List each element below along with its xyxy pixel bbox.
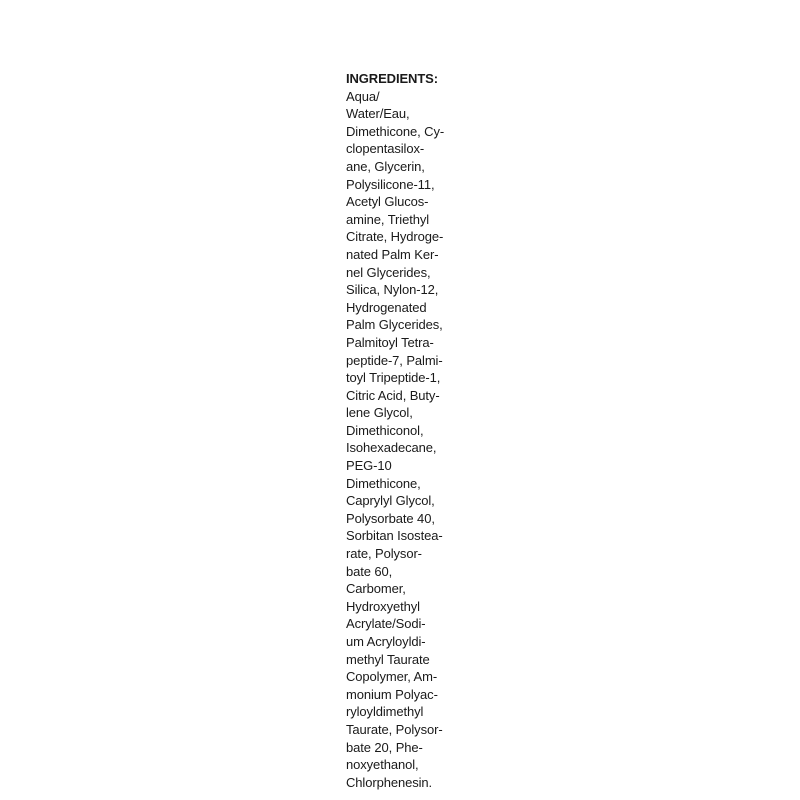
ingredient-line: Carbomer, — [346, 581, 406, 597]
ingredient-line: ryloyldimethyl — [346, 704, 424, 720]
ingredient-line: Acetyl Glucos- — [346, 194, 429, 210]
ingredient-line: Polysilicone-11, — [346, 176, 435, 192]
ingredient-line: Citrate, Hydroge- — [346, 229, 444, 245]
ingredient-line: Hydrogenated — [346, 299, 427, 315]
ingredient-line: Aqua/ — [346, 88, 380, 104]
ingredient-line: Copolymer, Am- — [346, 669, 438, 685]
ingredient-line: ane, Glycerin, — [346, 158, 425, 174]
ingredient-line: Dimethicone, — [346, 475, 421, 491]
ingredient-line: Silica, Nylon-12, — [346, 282, 439, 298]
ingredient-line: toyl Tripeptide-1, — [346, 370, 441, 386]
ingredient-line: nel Glycerides, — [346, 264, 431, 280]
ingredient-line: Taurate, Polysor- — [346, 721, 443, 737]
ingredient-line: Isohexadecane, — [346, 440, 437, 456]
ingredient-line: Caprylyl Glycol, — [346, 493, 435, 509]
ingredient-line: monium Polyac- — [346, 686, 438, 702]
ingredients-text — [346, 88, 466, 792]
ingredient-line: clopentasilox- — [346, 141, 425, 157]
ingredient-line: Water/Eau, — [346, 106, 410, 122]
ingredient-line: Citric Acid, Buty- — [346, 387, 440, 403]
ingredient-line: Dimethicone, Cy- — [346, 123, 445, 139]
ingredient-line: Hydroxyethyl — [346, 598, 420, 614]
ingredient-line: noxyethanol, — [346, 757, 419, 773]
ingredient-line: amine, Triethyl — [346, 211, 430, 227]
ingredient-line: Palmitoyl Tetra- — [346, 334, 434, 350]
ingredient-line: lene Glycol, — [346, 405, 413, 421]
ingredient-line: peptide-7, Palmi- — [346, 352, 443, 368]
ingredients-list — [346, 70, 466, 791]
ingredient-line: Sorbitan Isostea- — [346, 528, 443, 544]
ingredient-line: um Acryloyldi- — [346, 634, 426, 649]
ingredients-heading: INGREDIENTS: — [346, 71, 438, 86]
ingredient-line: methyl Taurate — [346, 651, 430, 667]
ingredient-line: Dimethiconol, — [346, 422, 424, 438]
ingredient-line: Polysorbate 40, — [346, 510, 435, 526]
ingredient-line: Palm Glycerides, — [346, 317, 443, 333]
ingredient-line: nated Palm Ker- — [346, 246, 439, 262]
ingredient-line: Acrylate/Sodi- — [346, 616, 426, 632]
ingredient-line: Chlorphenesin. — [346, 774, 433, 790]
ingredient-line: bate 20, Phe- — [346, 739, 423, 755]
ingredient-line: PEG-10 — [346, 458, 392, 474]
ingredient-line: rate, Polysor- — [346, 546, 422, 562]
ingredient-line: bate 60, — [346, 563, 393, 579]
